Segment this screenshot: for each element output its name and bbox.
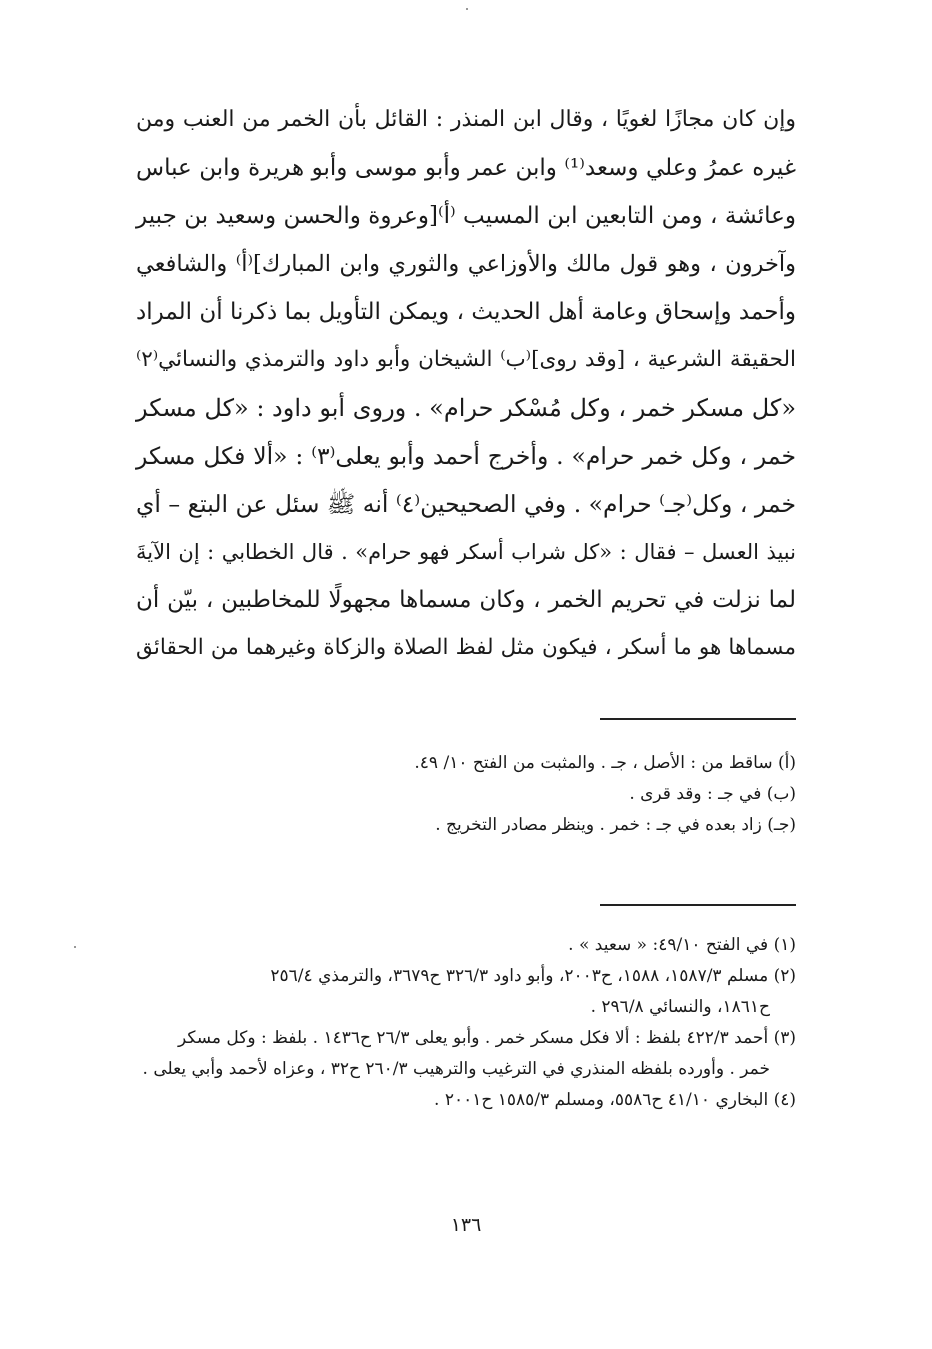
source-note-continuation: ح١٨٦١، والنسائي ٢٩٦/٨ . (590, 997, 770, 1017)
footnote-divider (600, 718, 796, 720)
text-line: خمر ، وكل⁽جـ⁾ حرام» . وفي الصحيحين⁽٤⁾ أنه ﷺ سئل عن البتع – أي (136, 490, 796, 518)
text-line: غيره عمرُ وعلي وسعد⁽¹⁾ وابن عمر وأبو موسى وأبو هريرة وابن عباس (136, 155, 796, 181)
text-line: لما نزلت في تحريم الخمر ، وكان مسماها مجهولًا للمخاطبين ، بيّن أن (136, 587, 796, 613)
textual-note: (أ) ساقط من : الأصل ، جـ . والمثبت من الفتح ١٠/ ٤٩. (414, 753, 796, 773)
source-note: (٢) مسلم ١٥٨٧/٣، ١٥٨٨، ح٢٠٠٣، وأبو داود ٣٢٦/٣ ح٣٦٧٩، والترمذي ٢٥٦/٤ (270, 966, 796, 986)
text-line: الحقيقة الشرعية ، [وقد روى]⁽ب⁾ الشيخان وأبو داود والترمذي والنسائي⁽٢⁾ (136, 347, 796, 372)
page-number: ١٣٦ (450, 1214, 482, 1236)
textual-note: (جـ) زاد بعده في جـ : خمر . وينظر مصادر التخريج . (435, 815, 796, 835)
textual-note: (ب) في جـ : وقد قرى . (629, 784, 796, 804)
main-text (136, 96, 796, 672)
text-line: وآخرون ، وهو قول مالك والأوزاعي والثوري وابن المبارك]⁽أ⁾ والشافعي (136, 251, 796, 277)
textual-notes (136, 748, 796, 841)
text-line: خمر ، وكل خمر حرام» . وأخرج أحمد وأبو يعلى⁽٣⁾ : «ألا فكل مسكر (136, 442, 796, 470)
source-note: (٤) البخاري ٤١/١٠ ح٥٥٨٦، ومسلم ١٥٨٥/٣ ح٢٠٠١ . (434, 1090, 796, 1110)
text-line: نبيذ العسل – فقال : «كل شراب أسكر فهو حرام» . قال الخطابي : إن الآيةَ (136, 540, 796, 564)
source-note-continuation: خمر . وأورده بلفظه المنذري في الترغيب والترهيب ٢٦٠/٣ ح٣٢ ، وعزاه لأحمد وأبي يعلى . (142, 1059, 770, 1079)
text-line: وإن كان مجازًا لغويًا ، وقال ابن المنذر : القائل بأن الخمر من العنب ومن (136, 107, 796, 132)
text-line: وعائشة ، ومن التابعين ابن المسيب ⁽أ⁾[وعروة والحسن وسعيد بن جبير (136, 203, 796, 229)
source-notes (136, 930, 796, 1116)
text-line: «كل مسكر خمر ، وكل مُسْكر حرام» . وروى أبو داود : «كل مسكر (136, 394, 796, 422)
source-note: (١) في الفتح ٤٩/١٠: « سعيد » . (568, 935, 796, 955)
scan-speck (466, 8, 468, 10)
text-line: مسماها هو ما أسكر ، فيكون مثل لفظ الصلاة والزكاة وغيرهما من الحقائق (136, 635, 796, 660)
source-note: (٣) أحمد ٤٢٢/٣ بلفظ : ألا فكل مسكر خمر . وأبو يعلى ٢٦/٣ ح١٤٣٦ . بلفظ : وكل مسكر (177, 1028, 796, 1048)
text-line: وأحمد وإسحاق وعامة أهل الحديث ، ويمكن التأويل بما ذكرنا أن المراد (136, 299, 796, 325)
scan-speck (74, 946, 76, 948)
footnote-divider (600, 904, 796, 906)
